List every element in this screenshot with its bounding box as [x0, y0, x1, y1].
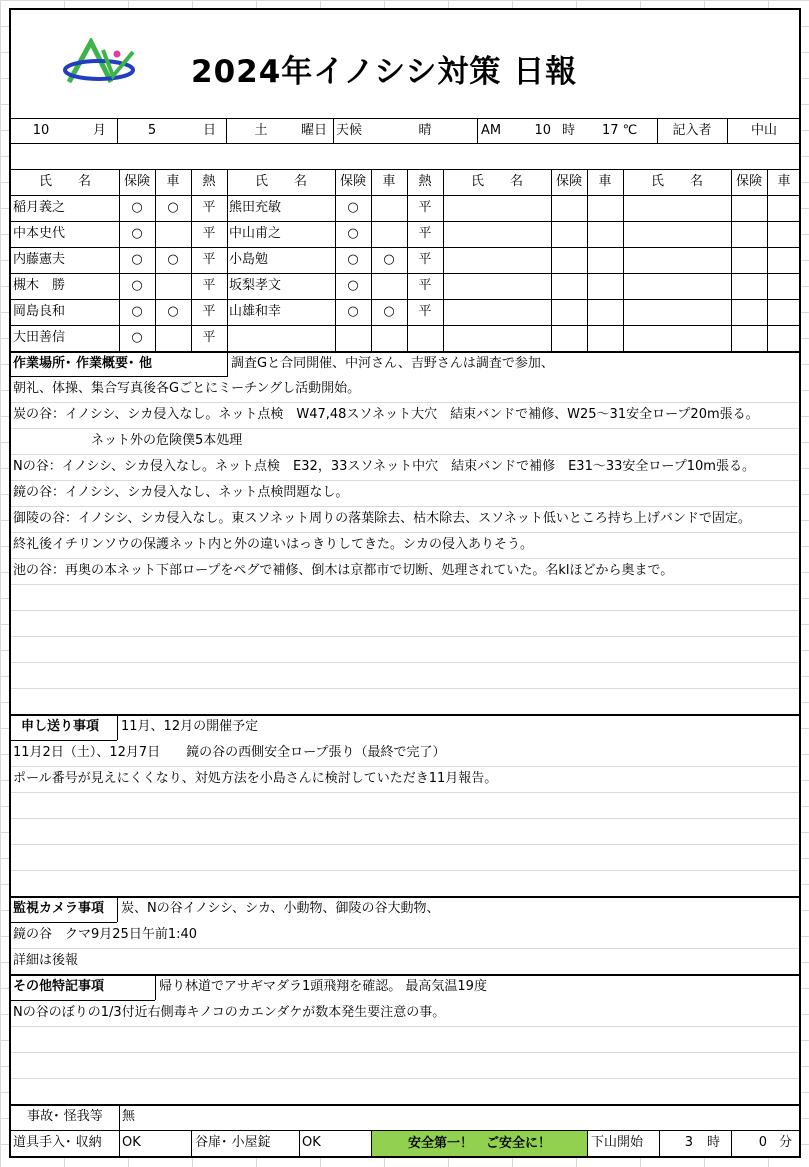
- member-name: 小島勉: [229, 252, 269, 267]
- work-line: 終礼後イチリンソウの保護ネット内と外の違いはっきりしてきた。シカの侵入ありそう。: [13, 537, 534, 552]
- header-insurance-3: 保険: [555, 174, 582, 189]
- gate-value: OK: [302, 1135, 321, 1150]
- recorder-name: 中山: [750, 123, 777, 138]
- insurance-mark: ○: [131, 278, 143, 293]
- header-name-4: 氏 名: [650, 174, 703, 189]
- fever-mark: 平: [202, 226, 216, 241]
- member-name: 中本史代: [13, 226, 66, 241]
- member-name: 大田善信: [13, 330, 66, 345]
- header-insurance-4: 保険: [735, 174, 762, 189]
- header-car-3: 車: [598, 174, 612, 189]
- fever-mark: 平: [202, 304, 216, 319]
- tools-label: 道具手入･ 収納: [13, 1135, 102, 1150]
- day-value: 5: [147, 123, 157, 138]
- weather-label: 天候: [336, 123, 363, 138]
- fever-mark: 平: [418, 200, 432, 215]
- accident-value: 無: [122, 1109, 136, 1124]
- work-line: 炭の谷：イノシシ、シカ侵入なし。ネット点検 W47,48スソネット大穴 結束バンドで補修、W25～31安全ロープ20m張る。: [13, 407, 759, 422]
- handover-line: 11月2日（土）、12月7日 鏡の谷の西側安全ロープ張り（最終で完了）: [13, 745, 446, 760]
- safety-banner: 安全第一！ ご安全に！: [372, 1131, 587, 1156]
- day-unit: 日: [203, 123, 217, 138]
- fever-mark: 平: [418, 252, 432, 267]
- weekday-value: 土: [254, 123, 268, 138]
- insurance-mark: ○: [131, 200, 143, 215]
- weekday-label: 曜日: [301, 123, 328, 138]
- descent-label: 下山開始: [591, 1135, 644, 1150]
- header-car-2: 車: [382, 174, 396, 189]
- hour-value: 10: [534, 123, 551, 138]
- member-name: 山雄和幸: [229, 304, 282, 319]
- insurance-mark: ○: [131, 330, 143, 345]
- member-name: 稲月義之: [13, 200, 66, 215]
- work-line: 池の谷：再奥の本ネット下部ロープをペグで補修、倒木は京都市で切断、処理されていた。名klほどから奥まで。: [13, 563, 674, 578]
- temperature: 17 ℃: [602, 123, 638, 138]
- minute-unit: 分: [779, 1135, 793, 1150]
- fever-mark: 平: [202, 278, 216, 293]
- fever-mark: 平: [418, 278, 432, 293]
- work-section-label: 作業場所･ 作業概要･ 他: [13, 356, 153, 371]
- month-unit: 月: [93, 123, 107, 138]
- camera-line: 鏡の谷 クマ9月25日午前1:40: [13, 927, 198, 942]
- hour-unit: 時: [562, 123, 576, 138]
- tools-value: OK: [122, 1135, 141, 1150]
- member-name: 中山甫之: [229, 226, 282, 241]
- insurance-mark: ○: [347, 304, 359, 319]
- work-line: ネット外の危険僕5本処理: [13, 433, 243, 448]
- header-name-1: 氏 名: [38, 174, 91, 189]
- member-name: 熊田充敏: [229, 200, 282, 215]
- other-first-line: 帰り林道でアサギマダラ1頭飛翔を確認。 最高気温19度: [159, 979, 487, 994]
- header-fever-2: 熱: [418, 174, 432, 189]
- association-logo: [61, 38, 141, 86]
- work-line: Nの谷：イノシシ、シカ侵入なし。ネット点検 E32，33スソネット中穴 結束バンドで補修 E31～33安全ロープ10m張る。: [13, 459, 755, 474]
- work-first-line: 調査Gと合同開催、中河さん、吉野さんは調査で参加、: [231, 356, 554, 371]
- insurance-mark: ○: [131, 226, 143, 241]
- gate-label: 谷扉･ 小屋錠: [195, 1135, 271, 1150]
- fever-mark: 平: [202, 200, 216, 215]
- car-mark: ○: [383, 252, 395, 267]
- member-name: 岡島良和: [13, 304, 66, 319]
- ampm: AM: [481, 123, 502, 138]
- insurance-mark: ○: [347, 278, 359, 293]
- header-fever-1: 熱: [202, 174, 216, 189]
- fever-mark: 平: [202, 330, 216, 345]
- header-insurance-2: 保険: [339, 174, 366, 189]
- handover-first-line: 11月、12月の開催予定: [121, 719, 259, 734]
- camera-line: 詳細は後報: [13, 953, 79, 968]
- header-name-2: 氏 名: [254, 174, 307, 189]
- other-label: その他特記事項: [13, 979, 105, 994]
- hour-unit: 時: [707, 1135, 721, 1150]
- member-name: 坂梨孝文: [229, 278, 282, 293]
- fever-mark: 平: [418, 304, 432, 319]
- car-mark: ○: [383, 304, 395, 319]
- descent-hour: 3: [684, 1135, 693, 1150]
- insurance-mark: ○: [347, 252, 359, 267]
- camera-first-line: 炭、Nの谷イノシシ、シカ、小動物、御陵の谷大動物、: [121, 901, 440, 916]
- fever-mark: 平: [418, 226, 432, 241]
- insurance-mark: ○: [347, 200, 359, 215]
- daily-report-sheet: [9, 8, 801, 1158]
- other-line: Nの谷のぼりの1/3付近右側毒キノコのカエンダケが数本発生要注意の事。: [13, 1005, 446, 1020]
- insurance-mark: ○: [131, 252, 143, 267]
- fever-mark: 平: [202, 252, 216, 267]
- car-mark: ○: [167, 304, 179, 319]
- member-name: 槻木 勝: [13, 278, 66, 293]
- month-value: 10: [32, 123, 50, 138]
- accident-label: 事故･ 怪我等: [27, 1109, 103, 1124]
- car-mark: ○: [167, 200, 179, 215]
- handover-line: ポール番号が見えにくくなり、対処方法を小島さんに検討していただき11月報告。: [13, 771, 498, 786]
- member-name: 内藤憲夫: [13, 252, 66, 267]
- weather-value: 晴: [418, 123, 432, 138]
- car-mark: ○: [167, 252, 179, 267]
- header-car-4: 車: [777, 174, 791, 189]
- recorder-label: 記入者: [672, 123, 712, 138]
- descent-minute: 0: [758, 1135, 767, 1150]
- page-title: 2024年イノシシ対策 日報: [191, 54, 578, 90]
- insurance-mark: ○: [347, 226, 359, 241]
- header-name-3: 氏 名: [470, 174, 523, 189]
- work-line: 御陵の谷：イノシシ、シカ侵入なし。東スソネット周りの落葉除去、枯木除去、スソネット低いところ持ち上げバンドで固定。: [13, 511, 751, 526]
- insurance-mark: ○: [131, 304, 143, 319]
- camera-label: 監視カメラ事項: [13, 901, 105, 916]
- header-insurance-1: 保険: [123, 174, 150, 189]
- header-car-1: 車: [166, 174, 180, 189]
- work-line: 鏡の谷：イノシシ、シカ侵入なし、ネット点検問題なし。: [13, 485, 349, 500]
- work-line: 朝礼、体操、集合写真後各Gごとにミーチングし活動開始。: [13, 381, 361, 396]
- handover-label: 申し送り事項: [21, 719, 100, 734]
